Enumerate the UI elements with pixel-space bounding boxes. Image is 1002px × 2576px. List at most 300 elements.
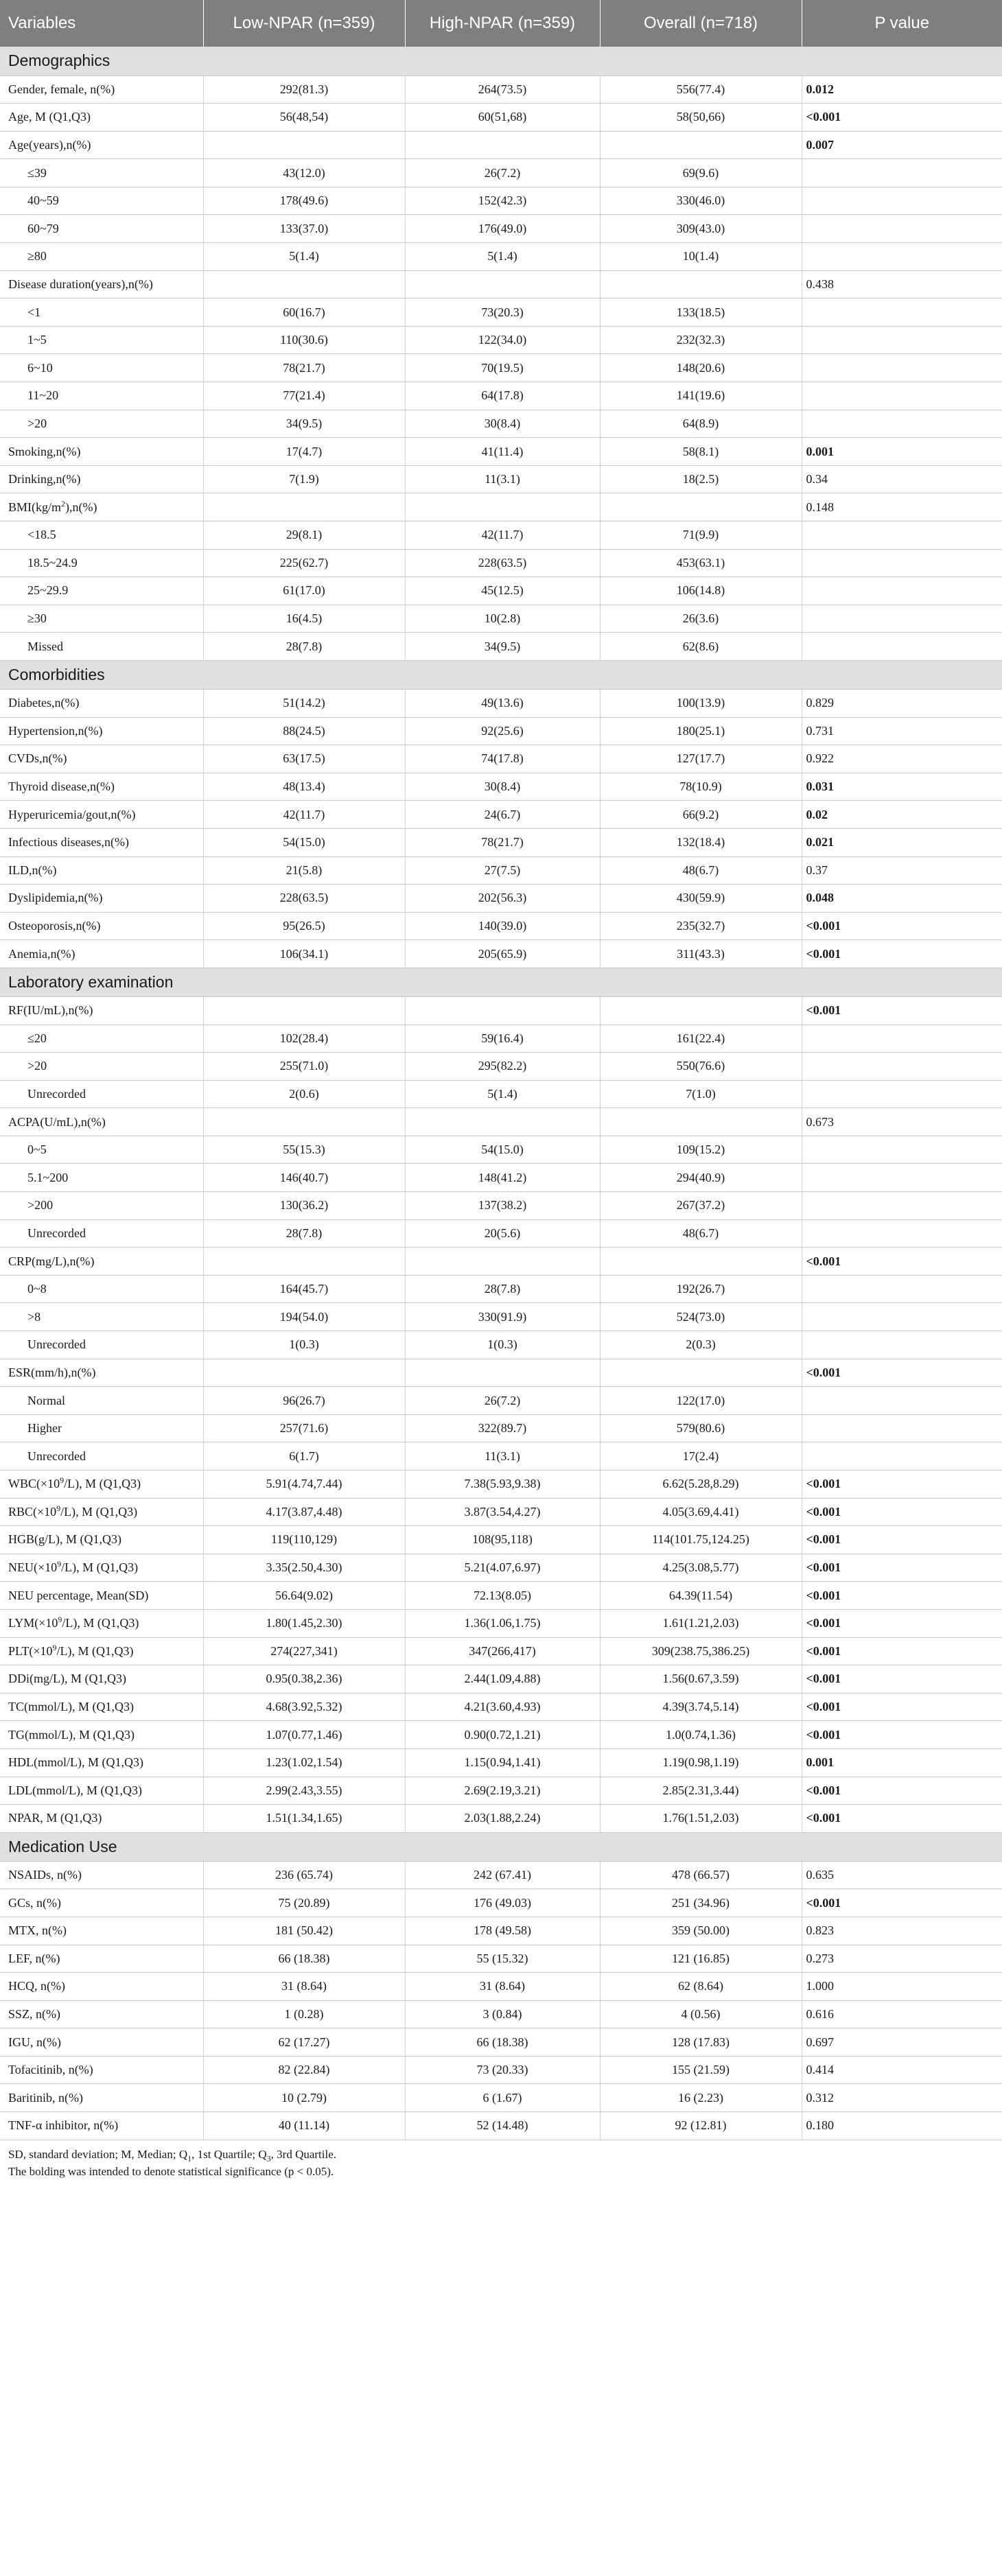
- variable-cell: 6~10: [0, 354, 203, 382]
- variable-cell: 0~8: [0, 1275, 203, 1303]
- high-npar-cell: 52 (14.48): [405, 2112, 600, 2140]
- overall-cell: 121 (16.85): [600, 1945, 802, 1973]
- p-value-cell: 0.731: [802, 717, 1002, 745]
- p-value-cell: [802, 605, 1002, 633]
- p-value-cell: 0.273: [802, 1945, 1002, 1973]
- table-row: [0, 773, 1002, 801]
- table-row: [0, 1275, 1002, 1303]
- variable-cell: >200: [0, 1192, 203, 1220]
- low-npar-cell: 225(62.7): [203, 549, 405, 577]
- high-npar-cell: 6 (1.67): [405, 2084, 600, 2112]
- overall-cell: 524(73.0): [600, 1303, 802, 1331]
- overall-cell: 453(63.1): [600, 549, 802, 577]
- low-npar-cell: 75 (20.89): [203, 1889, 405, 1917]
- table-row: [0, 215, 1002, 243]
- variable-cell: Normal: [0, 1387, 203, 1415]
- table-row: [0, 1748, 1002, 1777]
- low-npar-cell: 257(71.6): [203, 1414, 405, 1442]
- table-row: [0, 633, 1002, 661]
- high-npar-cell: 2.03(1.88,2.24): [405, 1805, 600, 1833]
- p-value-cell: [802, 243, 1002, 271]
- table-row: [0, 410, 1002, 438]
- table-row: [0, 1053, 1002, 1081]
- high-npar-cell: 228(63.5): [405, 549, 600, 577]
- p-value-cell: <0.001: [802, 1693, 1002, 1721]
- table-row: [0, 1973, 1002, 2001]
- section-header-row: [0, 47, 1002, 75]
- low-npar-cell: 55(15.3): [203, 1136, 405, 1164]
- table-row: [0, 493, 1002, 522]
- p-value-cell: [802, 1414, 1002, 1442]
- high-npar-cell: 148(41.2): [405, 1164, 600, 1192]
- table-body: [0, 47, 1002, 2140]
- low-npar-cell: [203, 1248, 405, 1276]
- table-row: [0, 1108, 1002, 1136]
- variable-cell: LDL(mmol/L), M (Q1,Q3): [0, 1777, 203, 1805]
- header-overall: Overall (n=718): [600, 0, 802, 47]
- variable-cell: $BMI(kg/m^2),n(\%)$: [0, 493, 203, 522]
- p-value-cell: <0.001: [802, 1359, 1002, 1387]
- variable-cell: 25~29.9: [0, 577, 203, 605]
- p-value-cell: 0.414: [802, 2056, 1002, 2084]
- overall-cell: 10(1.4): [600, 243, 802, 271]
- variable-cell: TC(mmol/L), M (Q1,Q3): [0, 1693, 203, 1721]
- low-npar-cell: 6(1.7): [203, 1442, 405, 1471]
- low-npar-cell: 88(24.5): [203, 717, 405, 745]
- high-npar-cell: [405, 1108, 600, 1136]
- overall-cell: 579(80.6): [600, 1414, 802, 1442]
- table-row: [0, 1945, 1002, 1973]
- variable-cell: RF(IU/mL),n(%): [0, 996, 203, 1024]
- overall-cell: 133(18.5): [600, 298, 802, 327]
- p-value-cell: 0.001: [802, 438, 1002, 466]
- overall-cell: 62 (8.64): [600, 1973, 802, 2001]
- p-value-cell: <0.001: [802, 912, 1002, 940]
- low-npar-cell: [203, 1359, 405, 1387]
- table-row: [0, 1777, 1002, 1805]
- low-npar-cell: 43(12.0): [203, 159, 405, 187]
- p-value-cell: <0.001: [802, 1665, 1002, 1694]
- overall-cell: 141(19.6): [600, 382, 802, 410]
- low-npar-cell: 194(54.0): [203, 1303, 405, 1331]
- low-npar-cell: 1 (0.28): [203, 2000, 405, 2028]
- variable-cell: Higher: [0, 1414, 203, 1442]
- variable-cell: >8: [0, 1303, 203, 1331]
- variable-cell: 1~5: [0, 326, 203, 354]
- table-row: [0, 1693, 1002, 1721]
- table-row: [0, 1164, 1002, 1192]
- high-npar-cell: 242 (67.41): [405, 1861, 600, 1889]
- table-row: [0, 745, 1002, 773]
- variable-cell: Infectious diseases,n(%): [0, 828, 203, 856]
- low-npar-cell: 5(1.4): [203, 243, 405, 271]
- variable-cell: HCQ, n(%): [0, 1973, 203, 2001]
- variable-cell: ≤39: [0, 159, 203, 187]
- low-npar-cell: 42(11.7): [203, 801, 405, 829]
- p-value-cell: 0.673: [802, 1108, 1002, 1136]
- high-npar-cell: 108(95,118): [405, 1526, 600, 1554]
- overall-cell: 311(43.3): [600, 940, 802, 968]
- high-npar-cell: 11(3.1): [405, 465, 600, 493]
- variable-cell: Unrecorded: [0, 1219, 203, 1248]
- variable-cell: Age(years),n(%): [0, 131, 203, 159]
- p-value-cell: 0.012: [802, 75, 1002, 104]
- high-npar-cell: 2.69(2.19,3.21): [405, 1777, 600, 1805]
- low-npar-cell: [203, 1108, 405, 1136]
- variable-cell: Diabetes,n(%): [0, 689, 203, 717]
- variable-cell: Unrecorded: [0, 1080, 203, 1108]
- variable-cell: Hypertension,n(%): [0, 717, 203, 745]
- low-npar-cell: 236 (65.74): [203, 1861, 405, 1889]
- table-row: [0, 243, 1002, 271]
- variable-cell: Thyroid disease,n(%): [0, 773, 203, 801]
- low-npar-cell: 95(26.5): [203, 912, 405, 940]
- variable-cell: ESR(mm/h),n(%): [0, 1359, 203, 1387]
- overall-cell: 1.56(0.67,3.59): [600, 1665, 802, 1694]
- high-npar-cell: 92(25.6): [405, 717, 600, 745]
- p-value-cell: [802, 1164, 1002, 1192]
- high-npar-cell: 205(65.9): [405, 940, 600, 968]
- variable-cell: 40~59: [0, 187, 203, 215]
- low-npar-cell: 5.91(4.74,7.44): [203, 1471, 405, 1499]
- overall-cell: 251 (34.96): [600, 1889, 802, 1917]
- high-npar-cell: 60(51,68): [405, 104, 600, 132]
- variable-cell: Gender, female, n(%): [0, 75, 203, 104]
- overall-cell: 106(14.8): [600, 577, 802, 605]
- p-value-cell: [802, 382, 1002, 410]
- low-npar-cell: 31 (8.64): [203, 1973, 405, 2001]
- overall-cell: 48(6.7): [600, 1219, 802, 1248]
- low-npar-cell: 1(0.3): [203, 1331, 405, 1359]
- high-npar-cell: 42(11.7): [405, 522, 600, 550]
- low-npar-cell: 2.99(2.43,3.55): [203, 1777, 405, 1805]
- table-row: [0, 1526, 1002, 1554]
- variable-cell: 11~20: [0, 382, 203, 410]
- p-value-cell: [802, 1080, 1002, 1108]
- variable-cell: GCs, n(%): [0, 1889, 203, 1917]
- high-npar-cell: 41(11.4): [405, 438, 600, 466]
- low-npar-cell: 119(110,129): [203, 1526, 405, 1554]
- variable-cell: <18.5: [0, 522, 203, 550]
- overall-cell: 26(3.6): [600, 605, 802, 633]
- high-npar-cell: 3 (0.84): [405, 2000, 600, 2028]
- low-npar-cell: 274(227,341): [203, 1637, 405, 1665]
- p-value-cell: [802, 410, 1002, 438]
- header-variables: Variables: [0, 0, 203, 47]
- low-npar-cell: [203, 270, 405, 298]
- table-row: [0, 1805, 1002, 1833]
- p-value-cell: <0.001: [802, 1582, 1002, 1610]
- p-value-cell: [802, 633, 1002, 661]
- p-value-cell: <0.001: [802, 1889, 1002, 1917]
- overall-cell: 1.76(1.51,2.03): [600, 1805, 802, 1833]
- table-row: [0, 1024, 1002, 1053]
- table-row: [0, 1498, 1002, 1526]
- table-row: [0, 1721, 1002, 1749]
- low-npar-cell: 48(13.4): [203, 773, 405, 801]
- overall-cell: 17(2.4): [600, 1442, 802, 1471]
- variable-cell: Smoking,n(%): [0, 438, 203, 466]
- p-value-cell: 0.031: [802, 773, 1002, 801]
- table-row: [0, 1248, 1002, 1276]
- header-p-value: P value: [802, 0, 1002, 47]
- table-row: [0, 885, 1002, 913]
- high-npar-cell: 66 (18.38): [405, 2028, 600, 2057]
- low-npar-cell: 82 (22.84): [203, 2056, 405, 2084]
- table-row: [0, 549, 1002, 577]
- variable-cell: CVDs,n(%): [0, 745, 203, 773]
- variable-cell: 0~5: [0, 1136, 203, 1164]
- low-npar-cell: [203, 493, 405, 522]
- high-npar-cell: 5.21(4.07,6.97): [405, 1554, 600, 1582]
- high-npar-cell: [405, 493, 600, 522]
- p-value-cell: <0.001: [802, 1609, 1002, 1637]
- overall-cell: 16 (2.23): [600, 2084, 802, 2112]
- high-npar-cell: [405, 270, 600, 298]
- variable-cell: LEF, n(%): [0, 1945, 203, 1973]
- p-value-cell: [802, 215, 1002, 243]
- header-low-npar: Low-NPAR (n=359): [203, 0, 405, 47]
- table-row: [0, 1359, 1002, 1387]
- table-row: [0, 912, 1002, 940]
- p-value-cell: <0.001: [802, 1805, 1002, 1833]
- high-npar-cell: 11(3.1): [405, 1442, 600, 1471]
- high-npar-cell: 30(8.4): [405, 773, 600, 801]
- low-npar-cell: 28(7.8): [203, 633, 405, 661]
- overall-cell: 550(76.6): [600, 1053, 802, 1081]
- p-value-cell: [802, 1219, 1002, 1248]
- p-value-cell: [802, 298, 1002, 327]
- p-value-cell: [802, 354, 1002, 382]
- low-npar-cell: 16(4.5): [203, 605, 405, 633]
- high-npar-cell: 45(12.5): [405, 577, 600, 605]
- high-npar-cell: 152(42.3): [405, 187, 600, 215]
- table-row: [0, 717, 1002, 745]
- high-npar-cell: 10(2.8): [405, 605, 600, 633]
- overall-cell: 294(40.9): [600, 1164, 802, 1192]
- high-npar-cell: 347(266,417): [405, 1637, 600, 1665]
- variable-cell: >20: [0, 410, 203, 438]
- overall-cell: 62(8.6): [600, 633, 802, 661]
- table-row: [0, 1582, 1002, 1610]
- overall-cell: 359 (50.00): [600, 1917, 802, 1945]
- table-header: [0, 0, 1002, 47]
- p-value-cell: 0.312: [802, 2084, 1002, 2112]
- low-npar-cell: 164(45.7): [203, 1275, 405, 1303]
- overall-cell: 109(15.2): [600, 1136, 802, 1164]
- high-npar-cell: 26(7.2): [405, 1387, 600, 1415]
- p-value-cell: [802, 1331, 1002, 1359]
- variable-cell: DDi(mg/L), M (Q1,Q3): [0, 1665, 203, 1694]
- overall-cell: 235(32.7): [600, 912, 802, 940]
- p-value-cell: <0.001: [802, 1526, 1002, 1554]
- variable-cell: Unrecorded: [0, 1331, 203, 1359]
- low-npar-cell: 34(9.5): [203, 410, 405, 438]
- low-npar-cell: 66 (18.38): [203, 1945, 405, 1973]
- overall-cell: 71(9.9): [600, 522, 802, 550]
- overall-cell: 64(8.9): [600, 410, 802, 438]
- overall-cell: 4.39(3.74,5.14): [600, 1693, 802, 1721]
- p-value-cell: 0.048: [802, 885, 1002, 913]
- high-npar-cell: 72.13(8.05): [405, 1582, 600, 1610]
- p-value-cell: [802, 1192, 1002, 1220]
- table-row: [0, 605, 1002, 633]
- high-npar-cell: 54(15.0): [405, 1136, 600, 1164]
- table-row: [0, 2000, 1002, 2028]
- variable-cell: HGB(g/L), M (Q1,Q3): [0, 1526, 203, 1554]
- overall-cell: [600, 1248, 802, 1276]
- high-npar-cell: 0.90(0.72,1.21): [405, 1721, 600, 1749]
- p-value-cell: 0.001: [802, 1748, 1002, 1777]
- high-npar-cell: 1(0.3): [405, 1331, 600, 1359]
- p-value-cell: [802, 549, 1002, 577]
- high-npar-cell: 264(73.5): [405, 75, 600, 104]
- variable-cell: ≤20: [0, 1024, 203, 1053]
- variable-cell: ≥80: [0, 243, 203, 271]
- high-npar-cell: 176 (49.03): [405, 1889, 600, 1917]
- overall-cell: 66(9.2): [600, 801, 802, 829]
- high-npar-cell: 70(19.5): [405, 354, 600, 382]
- p-value-cell: 0.922: [802, 745, 1002, 773]
- table-row: [0, 2028, 1002, 2057]
- variable-cell: Dyslipidemia,n(%): [0, 885, 203, 913]
- overall-cell: 4.25(3.08,5.77): [600, 1554, 802, 1582]
- low-npar-cell: 78(21.7): [203, 354, 405, 382]
- low-npar-cell: 1.51(1.34,1.65): [203, 1805, 405, 1833]
- high-npar-cell: 73(20.3): [405, 298, 600, 327]
- p-value-cell: 0.829: [802, 689, 1002, 717]
- high-npar-cell: 330(91.9): [405, 1303, 600, 1331]
- high-npar-cell: 1.36(1.06,1.75): [405, 1609, 600, 1637]
- low-npar-cell: 10 (2.79): [203, 2084, 405, 2112]
- overall-cell: 478 (66.57): [600, 1861, 802, 1889]
- overall-cell: 7(1.0): [600, 1080, 802, 1108]
- variable-cell: Disease duration(years),n(%): [0, 270, 203, 298]
- overall-cell: [600, 996, 802, 1024]
- variable-cell: $PLT(\times 10^9/L)$, M (Q1,Q3): [0, 1637, 203, 1665]
- low-npar-cell: [203, 131, 405, 159]
- table-row: [0, 2056, 1002, 2084]
- table-row: [0, 996, 1002, 1024]
- overall-cell: 69(9.6): [600, 159, 802, 187]
- variable-cell: NEU percentage, Mean(SD): [0, 1582, 203, 1610]
- low-npar-cell: 17(4.7): [203, 438, 405, 466]
- table-row: [0, 1889, 1002, 1917]
- low-npar-cell: 106(34.1): [203, 940, 405, 968]
- high-npar-cell: 26(7.2): [405, 159, 600, 187]
- overall-cell: [600, 1359, 802, 1387]
- variable-cell: IGU, n(%): [0, 2028, 203, 2057]
- p-value-cell: [802, 1387, 1002, 1415]
- overall-cell: 1.0(0.74,1.36): [600, 1721, 802, 1749]
- variable-cell: SSZ, n(%): [0, 2000, 203, 2028]
- overall-cell: 122(17.0): [600, 1387, 802, 1415]
- table-row: [0, 465, 1002, 493]
- table-row: [0, 1637, 1002, 1665]
- low-npar-cell: 4.17(3.87,4.48): [203, 1498, 405, 1526]
- high-npar-cell: 7.38(5.93,9.38): [405, 1471, 600, 1499]
- table-row: [0, 1471, 1002, 1499]
- table-row: [0, 298, 1002, 327]
- header-row: [0, 0, 1002, 47]
- low-npar-cell: 29(8.1): [203, 522, 405, 550]
- high-npar-cell: 178 (49.58): [405, 1917, 600, 1945]
- footnote-line: SD, standard deviation; M, Median; $Q_1$, 1st Quartile; $Q_3$, 3rd Quartile.: [8, 2147, 337, 2164]
- overall-cell: 309(43.0): [600, 215, 802, 243]
- variable-cell: ILD,n(%): [0, 856, 203, 885]
- low-npar-cell: 110(30.6): [203, 326, 405, 354]
- overall-cell: 1.19(0.98,1.19): [600, 1748, 802, 1777]
- high-npar-cell: 5(1.4): [405, 243, 600, 271]
- overall-cell: 155 (21.59): [600, 2056, 802, 2084]
- variable-cell: NPAR, M (Q1,Q3): [0, 1805, 203, 1833]
- table-row: [0, 828, 1002, 856]
- overall-cell: 267(37.2): [600, 1192, 802, 1220]
- overall-cell: 48(6.7): [600, 856, 802, 885]
- low-npar-cell: 54(15.0): [203, 828, 405, 856]
- variable-cell: 18.5~24.9: [0, 549, 203, 577]
- high-npar-cell: 295(82.2): [405, 1053, 600, 1081]
- variable-cell: 60~79: [0, 215, 203, 243]
- high-npar-cell: 28(7.8): [405, 1275, 600, 1303]
- high-npar-cell: 59(16.4): [405, 1024, 600, 1053]
- low-npar-cell: 28(7.8): [203, 1219, 405, 1248]
- table-row: [0, 856, 1002, 885]
- high-npar-cell: 4.21(3.60,4.93): [405, 1693, 600, 1721]
- low-npar-cell: 0.95(0.38,2.36): [203, 1665, 405, 1694]
- high-npar-cell: 27(7.5): [405, 856, 600, 885]
- table-row: [0, 1219, 1002, 1248]
- high-npar-cell: 31 (8.64): [405, 1973, 600, 2001]
- high-npar-cell: 202(56.3): [405, 885, 600, 913]
- overall-cell: 58(50,66): [600, 104, 802, 132]
- variable-cell: >20: [0, 1053, 203, 1081]
- variable-cell: $NEU(\times 10^9/L)$, M (Q1,Q3): [0, 1554, 203, 1582]
- low-npar-cell: 40 (11.14): [203, 2112, 405, 2140]
- low-npar-cell: 63(17.5): [203, 745, 405, 773]
- table-row: [0, 382, 1002, 410]
- table-row: [0, 1861, 1002, 1889]
- low-npar-cell: 255(71.0): [203, 1053, 405, 1081]
- p-value-cell: 0.007: [802, 131, 1002, 159]
- high-npar-cell: [405, 1359, 600, 1387]
- low-npar-cell: 102(28.4): [203, 1024, 405, 1053]
- overall-cell: 114(101.75,124.25): [600, 1526, 802, 1554]
- overall-cell: [600, 1108, 802, 1136]
- p-value-cell: 0.823: [802, 1917, 1002, 1945]
- p-value-cell: [802, 159, 1002, 187]
- table-row: [0, 1136, 1002, 1164]
- overall-cell: 6.62(5.28,8.29): [600, 1471, 802, 1499]
- variable-cell: MTX, n(%): [0, 1917, 203, 1945]
- table-row: [0, 354, 1002, 382]
- high-npar-cell: 73 (20.33): [405, 2056, 600, 2084]
- table-row: [0, 522, 1002, 550]
- low-npar-cell: 56(48,54): [203, 104, 405, 132]
- overall-cell: 161(22.4): [600, 1024, 802, 1053]
- table-row: [0, 75, 1002, 104]
- overall-cell: 4.05(3.69,4.41): [600, 1498, 802, 1526]
- table-row: [0, 1080, 1002, 1108]
- high-npar-cell: 64(17.8): [405, 382, 600, 410]
- overall-cell: [600, 270, 802, 298]
- low-npar-cell: 130(36.2): [203, 1192, 405, 1220]
- overall-cell: 132(18.4): [600, 828, 802, 856]
- table-row: [0, 1331, 1002, 1359]
- p-value-cell: [802, 1442, 1002, 1471]
- variable-cell: $RBC(\times 10^9/L)$, M (Q1,Q3): [0, 1498, 203, 1526]
- overall-cell: 127(17.7): [600, 745, 802, 773]
